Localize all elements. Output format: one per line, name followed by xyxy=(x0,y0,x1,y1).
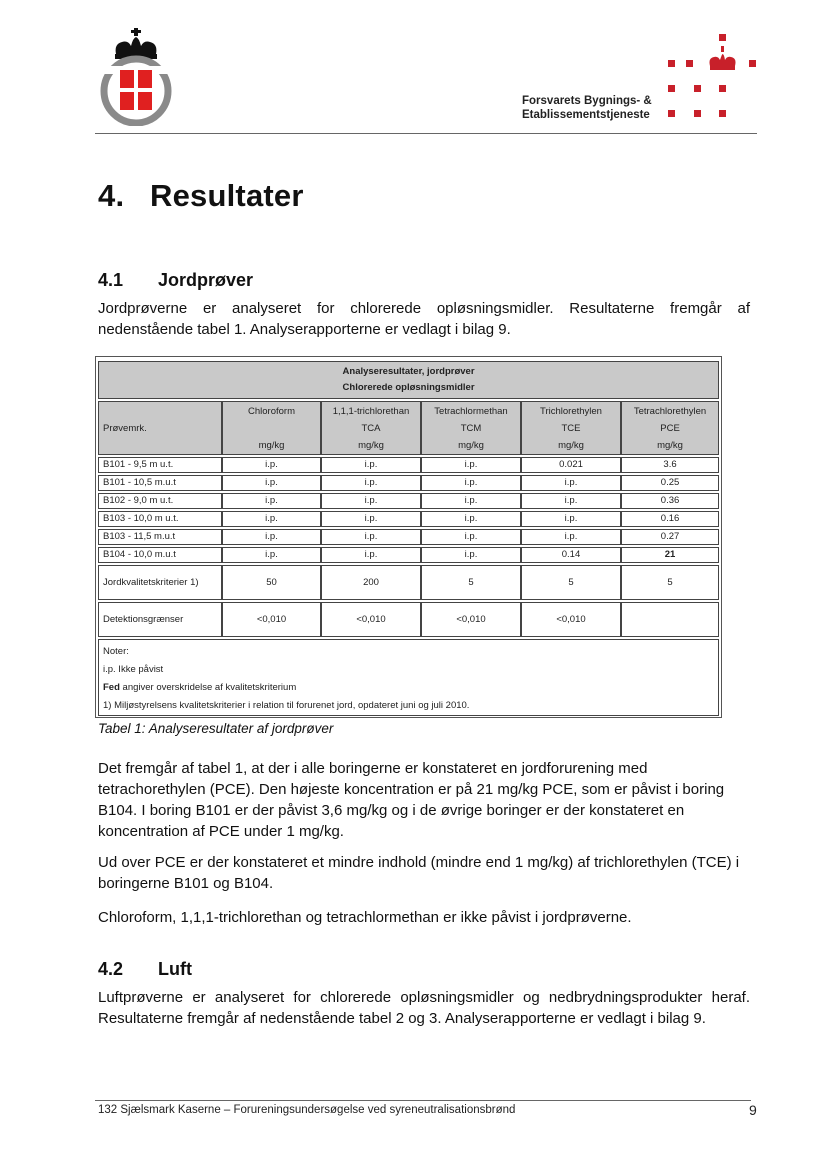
detection-row xyxy=(98,602,719,637)
table-cell: <0,010 xyxy=(421,602,521,637)
header-divider xyxy=(95,133,757,134)
table-row xyxy=(98,547,719,563)
table-cell: i.p. xyxy=(321,457,421,473)
table-cell: <0,010 xyxy=(222,602,321,637)
table-cell: 5 xyxy=(521,565,621,600)
table-cell: i.p. xyxy=(222,457,321,473)
table-cell: 0.16 xyxy=(621,511,719,527)
agency-squares-logo xyxy=(664,30,756,126)
agency-name-line1: Forsvarets Bygnings- & xyxy=(522,95,652,107)
row-label: Detektionsgrænser xyxy=(98,602,222,637)
crown-icon xyxy=(115,28,157,59)
table-cell: i.p. xyxy=(521,493,621,509)
table-title-line1: Analyseresultater, jordprøver xyxy=(342,366,475,377)
subsection-title: Luft xyxy=(158,959,192,979)
table-cell: i.p. xyxy=(321,547,421,563)
table-cell: 0.14 xyxy=(521,547,621,563)
table-cell: i.p. xyxy=(421,475,521,491)
results-table-frame xyxy=(95,356,722,718)
table-cell: <0,010 xyxy=(521,602,621,637)
table-cell: i.p. xyxy=(321,529,421,545)
agency-name xyxy=(522,94,652,122)
subsection-number: 4.1 xyxy=(98,270,124,290)
criteria-row xyxy=(98,565,719,600)
header-col-pce: Tetrachlorethylen PCE mg/kg xyxy=(621,401,719,455)
row-label: B101 - 9,5 m u.t. xyxy=(98,457,222,473)
row-label: B103 - 10,0 m u.t. xyxy=(98,511,222,527)
table-cell: 3.6 xyxy=(621,457,719,473)
paragraph-intro-soil: Jordprøverne er analyseret for chlorerede opløsningsmidler. Resultaterne fremgår af nedenstående tabel 1. Analyserapporterne er vedlagt i bilag 9. xyxy=(98,300,750,338)
table-cell: i.p. xyxy=(222,547,321,563)
table-cell: 200 xyxy=(321,565,421,600)
small-crown-icon xyxy=(710,46,736,70)
row-label: Jordkvalitetskriterier 1) xyxy=(98,565,222,600)
note-footnote: 1) Miljøstyrelsens kvalitetskriterier i relation til forurenet jord, opdateret juni og juli 2010. xyxy=(103,700,470,711)
table-cell: i.p. xyxy=(421,529,521,545)
table-cell: i.p. xyxy=(222,511,321,527)
subsection-heading-4-1 xyxy=(98,270,253,291)
table-cell xyxy=(621,602,719,637)
subsection-heading-4-2 xyxy=(98,959,192,980)
table-cell: i.p. xyxy=(421,547,521,563)
table-cell: i.p. xyxy=(521,529,621,545)
header-col-tce: Trichlorethylen TCE mg/kg xyxy=(521,401,621,455)
table-title xyxy=(98,361,719,399)
table-row xyxy=(98,457,719,473)
notes-row xyxy=(98,639,719,716)
table-cell: 50 xyxy=(222,565,321,600)
table-cell: <0,010 xyxy=(321,602,421,637)
table-cell: 0.021 xyxy=(521,457,621,473)
footer-divider xyxy=(95,1100,751,1101)
table-notes xyxy=(98,639,719,716)
paragraph-intro-air: Luftprøverne er analyseret for chlorerede opløsningsmidler og nedbrydningsprodukter heraf. Resultaterne fremgår af nedenstående tabel 2 og 3. Analyserapporterne er vedlagt i bilag 9. xyxy=(98,989,750,1027)
table-cell: i.p. xyxy=(222,475,321,491)
header-sample-label: Prøvemrk. xyxy=(98,401,222,455)
table-cell: i.p. xyxy=(421,493,521,509)
header-col-chloroform: Chloroform mg/kg xyxy=(222,401,321,455)
table-cell: i.p. xyxy=(421,457,521,473)
table-cell: i.p. xyxy=(321,475,421,491)
table-row xyxy=(98,511,719,527)
table-row xyxy=(98,529,719,545)
table-cell-exceedance: 21 xyxy=(621,547,719,563)
cross-shield-icon xyxy=(120,70,152,110)
agency-name-line2: Etablissementstjeneste xyxy=(522,109,650,121)
header-col-tcm: Tetrachlormethan TCM mg/kg xyxy=(421,401,521,455)
table-cell: i.p. xyxy=(222,529,321,545)
results-table xyxy=(98,359,719,718)
row-label: B101 - 10,5 m.u.t xyxy=(98,475,222,491)
section-number: 4. xyxy=(98,178,125,213)
table-cell: i.p. xyxy=(321,511,421,527)
table-cell: 0.27 xyxy=(621,529,719,545)
table-row xyxy=(98,493,719,509)
section-title: Resultater xyxy=(150,178,304,213)
notes-heading: Noter: xyxy=(103,646,129,657)
header-col-tca: 1,1,1-trichlorethan TCA mg/kg xyxy=(321,401,421,455)
subsection-number: 4.2 xyxy=(98,959,124,979)
footer-text: 132 Sjælsmark Kaserne – Forureningsundersøgelse ved syreneutralisationsbrønd xyxy=(98,1104,516,1116)
table-cell: i.p. xyxy=(421,511,521,527)
table-cell: i.p. xyxy=(321,493,421,509)
section-heading xyxy=(98,178,304,214)
table-cell: 5 xyxy=(421,565,521,600)
table-cell: i.p. xyxy=(222,493,321,509)
subsection-title: Jordprøver xyxy=(158,270,254,290)
note-ip: i.p. Ikke påvist xyxy=(103,664,164,675)
table-cell: 0.36 xyxy=(621,493,719,509)
table-cell: 5 xyxy=(621,565,719,600)
crown-cross-logo xyxy=(98,28,174,126)
table-cell: i.p. xyxy=(521,475,621,491)
table-row xyxy=(98,475,719,491)
row-label: B103 - 11,5 m.u.t xyxy=(98,529,222,545)
paragraph-pce-findings: Det fremgår af tabel 1, at der i alle boringerne er konstateret en jordforurening med tetrachorethylen (PCE). Den højeste koncentration er på 21 mg/kg PCE, som er påvist i boring B104. I boring B101 er der påvist 3,6 mg/kg og i de øvrige boringer er der konstateret en koncentration af PCE under 1 mg/kg. xyxy=(98,760,725,840)
table-cell: i.p. xyxy=(521,511,621,527)
page-number: 9 xyxy=(749,1102,757,1118)
table-title-row xyxy=(98,361,719,399)
note-bold-legend: Fed angiver overskridelse af kvalitetskriterium xyxy=(103,682,297,693)
paragraph-tce-findings: Ud over PCE er der konstateret et mindre indhold (mindre end 1 mg/kg) af trichlorethylen (TCE) i boringerne B101 og B104. xyxy=(98,854,740,892)
row-label: B104 - 10,0 m.u.t xyxy=(98,547,222,563)
row-label: B102 - 9,0 m u.t. xyxy=(98,493,222,509)
table-title-line2: Chlorerede opløsningsmidler xyxy=(342,382,475,393)
table-cell: 0.25 xyxy=(621,475,719,491)
table-caption: Tabel 1: Analyseresultater af jordprøver xyxy=(98,721,334,736)
table-header-row xyxy=(98,401,719,455)
paragraph-not-detected: Chloroform, 1,1,1-trichlorethan og tetrachlormethan er ikke påvist i jordprøverne. xyxy=(98,909,632,926)
